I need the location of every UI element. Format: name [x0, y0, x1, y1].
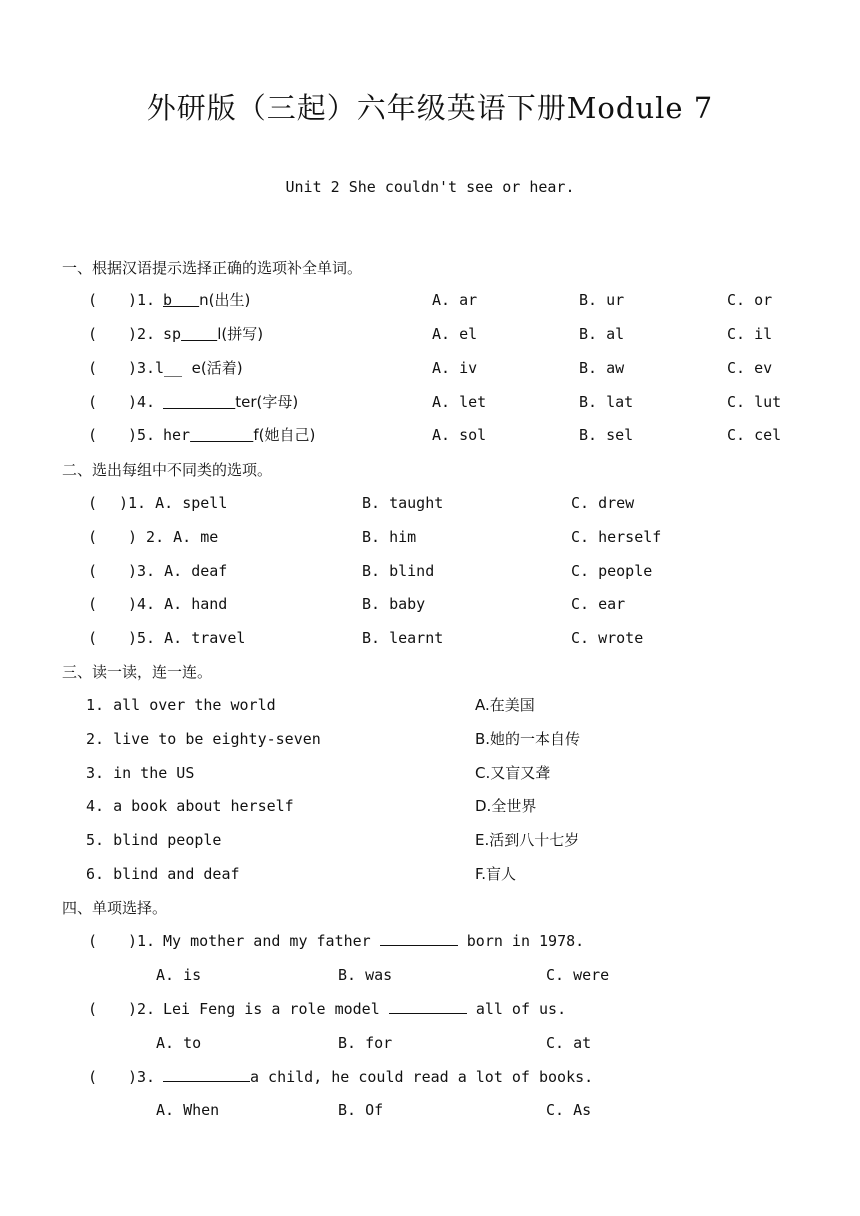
- question-row: [0, 1066, 860, 1088]
- list-item: [0, 526, 860, 548]
- answer-bracket: (: [88, 595, 98, 613]
- option-b: B. sel: [579, 426, 634, 444]
- answer-bracket: (: [88, 325, 98, 343]
- option-c: C. ev: [727, 359, 773, 377]
- option-c: C. As: [546, 1101, 592, 1119]
- match-left: 4. a book about herself: [86, 797, 294, 815]
- word-stem: b n(出生): [163, 291, 251, 309]
- answer-blank: [380, 930, 458, 946]
- option-b: B. Of: [338, 1101, 384, 1119]
- question-text: Lei Feng is a role model all of us.: [163, 1000, 567, 1018]
- word-stem: l__ e(活着): [155, 359, 243, 377]
- option-a: )4. A. hand: [128, 595, 228, 613]
- word-stem: ter(字母): [235, 393, 299, 411]
- option-b: B. learnt: [362, 629, 444, 647]
- item-number: )2.: [128, 325, 156, 343]
- option-a: A. to: [156, 1034, 202, 1052]
- answer-bracket: (: [88, 426, 98, 444]
- option-c: C. cel: [727, 426, 782, 444]
- question-text: My mother and my father born in 1978.: [163, 932, 585, 950]
- item-number: )1.: [128, 291, 156, 309]
- section-heading-2: 二、选出每组中不同类的选项。: [62, 461, 273, 479]
- answer-blank: [389, 998, 467, 1014]
- option-b: B. for: [338, 1034, 393, 1052]
- section-heading-4: 四、单项选择。: [62, 899, 168, 917]
- option-a: A. sol: [432, 426, 487, 444]
- match-right: A.在美国: [475, 696, 535, 714]
- options-row: [0, 1032, 860, 1054]
- item-number: )4.: [128, 393, 156, 411]
- option-b: B. lat: [579, 393, 634, 411]
- option-b: B. him: [362, 528, 417, 546]
- option-b: B. blind: [362, 562, 435, 580]
- option-b: B. ur: [579, 291, 625, 309]
- option-c: C. wrote: [571, 629, 644, 647]
- option-b: B. aw: [579, 359, 625, 377]
- list-item: [0, 323, 860, 345]
- option-b: B. al: [579, 325, 625, 343]
- match-row: [0, 762, 860, 784]
- options-row: [0, 1099, 860, 1121]
- list-item: [0, 357, 860, 379]
- list-item: [0, 560, 860, 582]
- option-a: )1. A. spell: [119, 494, 228, 512]
- item-number: )2.: [128, 1000, 156, 1018]
- match-left: 6. blind and deaf: [86, 865, 240, 883]
- option-a: A. let: [432, 393, 487, 411]
- list-item: [0, 593, 860, 615]
- item-number: )3.: [128, 359, 156, 377]
- match-left: 2. live to be eighty-seven: [86, 730, 321, 748]
- option-a: )3. A. deaf: [128, 562, 228, 580]
- answer-bracket: (: [88, 932, 98, 950]
- option-a: )5. A. travel: [128, 629, 246, 647]
- list-item: [0, 391, 860, 413]
- list-item: [0, 424, 860, 446]
- answer-bracket: (: [88, 494, 98, 512]
- item-number: )5.: [128, 426, 156, 444]
- option-c: C. people: [571, 562, 653, 580]
- section-heading-3: 三、读一读，连一连。: [62, 663, 213, 681]
- word-stem: her f(她自己): [163, 426, 316, 444]
- question-text: a child, he could read a lot of books.: [163, 1066, 593, 1088]
- option-c: C. were: [546, 966, 610, 984]
- question-row: [0, 930, 860, 952]
- word-stem: sp l(拼写): [163, 325, 264, 343]
- option-a: ) 2. A. me: [128, 528, 219, 546]
- option-c: C. lut: [727, 393, 782, 411]
- answer-bracket: (: [88, 1068, 98, 1086]
- match-right: C.又盲又聋: [475, 764, 551, 782]
- answer-bracket: (: [88, 629, 98, 647]
- option-b: B. taught: [362, 494, 444, 512]
- match-right: E.活到八十七岁: [475, 831, 580, 849]
- option-c: C. drew: [571, 494, 635, 512]
- match-left: 3. in the US: [86, 764, 195, 782]
- page-subtitle: Unit 2 She couldn't see or hear.: [285, 178, 575, 196]
- question-row: [0, 998, 860, 1020]
- list-item: [0, 289, 860, 311]
- item-number: )3.: [128, 1068, 156, 1086]
- answer-bracket: (: [88, 562, 98, 580]
- match-row: [0, 694, 860, 716]
- answer-bracket: (: [88, 359, 98, 377]
- option-a: A. When: [156, 1101, 220, 1119]
- option-a: A. ar: [432, 291, 478, 309]
- page-title: 外研版（三起）六年级英语下册Module 7: [146, 91, 714, 125]
- answer-blank: [163, 1066, 250, 1082]
- option-a: A. is: [156, 966, 202, 984]
- match-left: 5. blind people: [86, 831, 222, 849]
- list-item: [0, 492, 860, 514]
- option-c: C. or: [727, 291, 773, 309]
- list-item: [0, 627, 860, 649]
- section-heading-1: 一、根据汉语提示选择正确的选项补全单词。: [62, 259, 363, 277]
- match-left: 1. all over the world: [86, 696, 276, 714]
- option-c: C. at: [546, 1034, 592, 1052]
- match-row: [0, 795, 860, 817]
- match-row: [0, 728, 860, 750]
- answer-bracket: (: [88, 528, 98, 546]
- match-row: [0, 829, 860, 851]
- match-right: B.她的一本自传: [475, 730, 581, 748]
- option-a: A. el: [432, 325, 478, 343]
- answer-bracket: (: [88, 291, 98, 309]
- match-row: [0, 863, 860, 885]
- match-right: D.全世界: [475, 797, 537, 815]
- option-b: B. baby: [362, 595, 426, 613]
- option-b: B. was: [338, 966, 393, 984]
- option-a: A. iv: [432, 359, 478, 377]
- option-c: C. herself: [571, 528, 662, 546]
- options-row: [0, 964, 860, 986]
- match-right: F.盲人: [475, 865, 516, 883]
- option-c: C. il: [727, 325, 773, 343]
- item-number: )1.: [128, 932, 156, 950]
- answer-bracket: (: [88, 1000, 98, 1018]
- option-c: C. ear: [571, 595, 626, 613]
- answer-bracket: (: [88, 393, 98, 411]
